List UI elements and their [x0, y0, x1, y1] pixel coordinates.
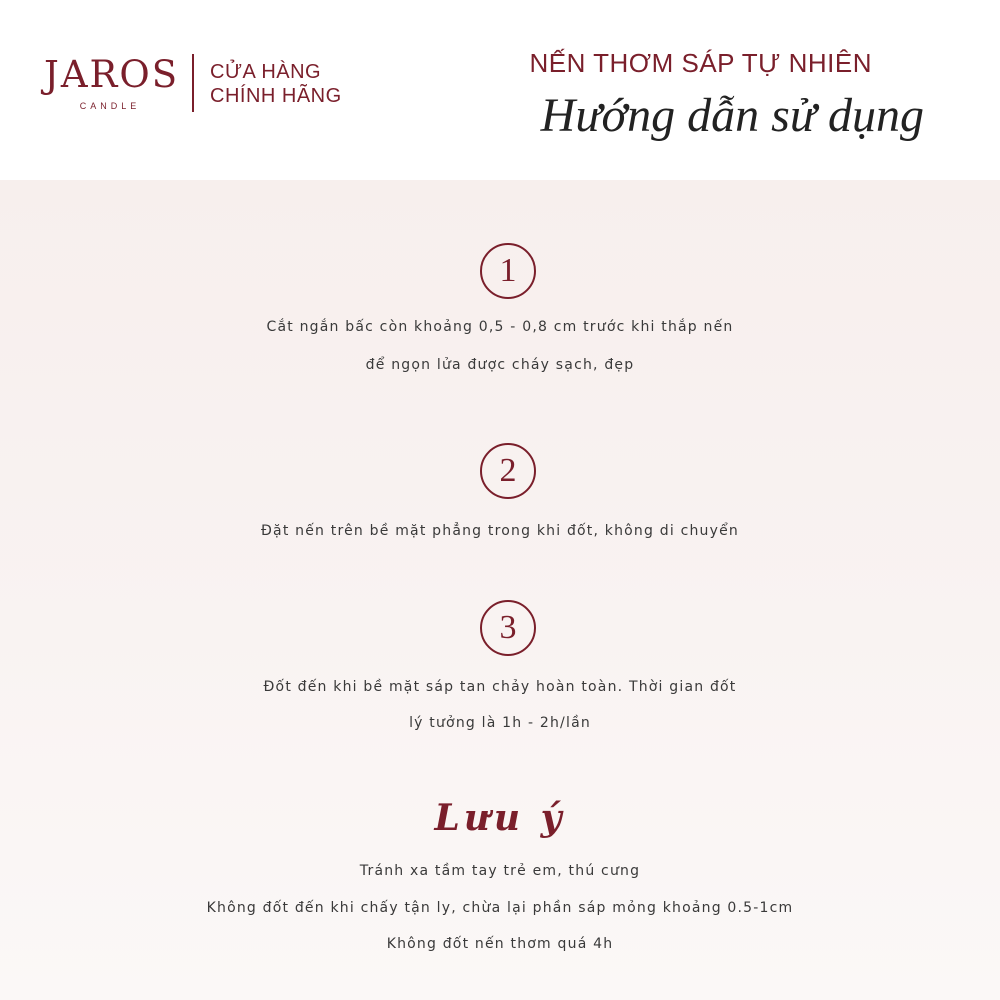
store-label-line1: CỬA HÀNG	[210, 61, 322, 83]
note-line-2: Không đốt đến khi chấy tận ly, chừa lại phần sáp mỏng khoảng 0.5-1cm	[206, 900, 794, 916]
note-line-1: Tránh xa tầm tay trẻ em, thú cưng	[359, 863, 641, 879]
note-title: Lưu ý	[434, 797, 566, 839]
brand-logo-subtitle: CANDLE	[79, 101, 141, 111]
header-kicker: NẾN THƠM SÁP TỰ NHIÊN	[529, 48, 872, 78]
step-number-2: 2	[480, 443, 536, 499]
step-number-3: 3	[480, 600, 536, 656]
store-label-line2: CHÍNH HÃNG	[210, 85, 342, 107]
header	[0, 0, 1000, 180]
page-title: Hướng dẫn sử dụng	[540, 89, 924, 142]
step-3-text-line-1: Đốt đến khi bề mặt sáp tan chảy hoàn toàn. Thời gian đốt	[263, 679, 737, 695]
step-number-1: 1	[480, 243, 536, 299]
step-3-text-line-2: lý tưởng là 1h - 2h/lần	[409, 715, 591, 731]
step-1-text-line-2: để ngọn lửa được cháy sạch, đẹp	[365, 357, 635, 373]
step-2-text-line-1: Đặt nến trên bề mặt phẳng trong khi đốt, không di chuyển	[261, 523, 739, 539]
brand-logo: JAROS	[44, 53, 180, 96]
logo-divider	[192, 54, 194, 112]
note-line-3: Không đốt nến thơm quá 4h	[386, 936, 614, 952]
step-1-text-line-1: Cắt ngắn bấc còn khoảng 0,5 - 0,8 cm trước khi thắp nến	[266, 319, 734, 335]
